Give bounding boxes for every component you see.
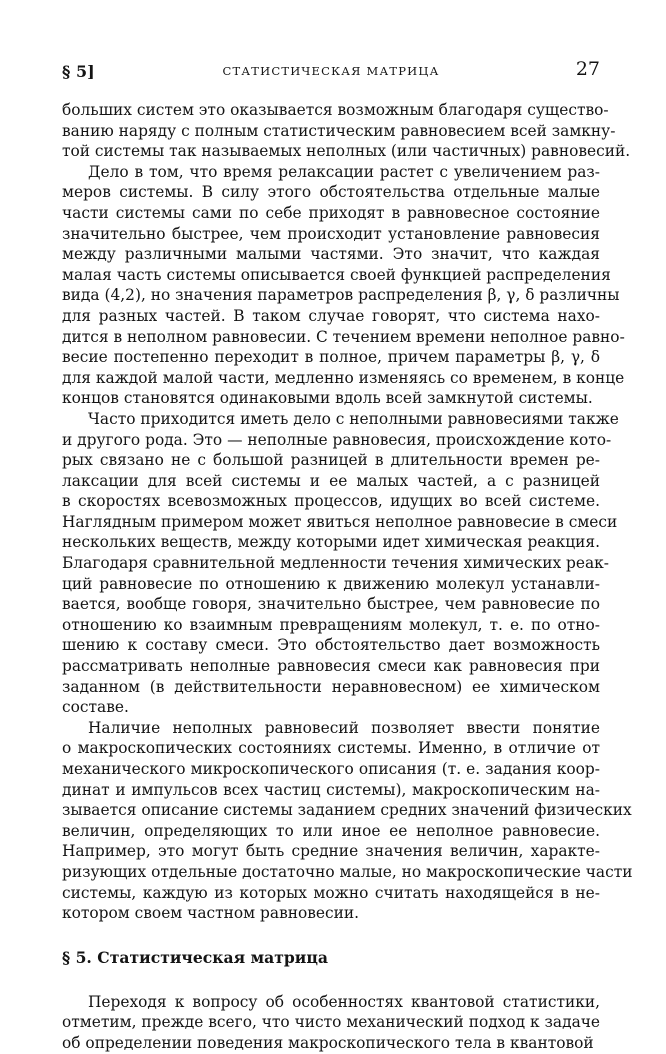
text-line: об определении поведения макроскопического тела в квантовой (62, 1033, 594, 1052)
text-line: котором своем частном равновесии. (62, 904, 360, 923)
text-line: Дело в том, что время релаксации растет с увеличением раз- (88, 162, 600, 181)
running-title: СТАТИСТИЧЕСКАЯ МАТРИЦА (222, 64, 440, 78)
text-line: больших систем это оказывается возможным благодаря существо- (62, 101, 609, 119)
text-line: части системы сами по себе приходят в равновесное состояние (62, 203, 600, 222)
paragraph (62, 409, 619, 718)
paragraph (62, 100, 631, 162)
text-line: нескольких веществ, между которыми идет химическая реакция. (62, 533, 600, 552)
text-line: ванию наряду с полным статистическим равновесием всей замкну- (62, 121, 616, 140)
text-line: Наличие неполных равновесий позволяет ввести понятие (88, 718, 600, 737)
paragraph (62, 992, 600, 1054)
text-line: лаксации для всей системы и ее малых частей, а с разницей (62, 471, 600, 490)
section-reference: § 5] (62, 62, 95, 81)
text-line: Переходя к вопросу об особенностях квантовой статистики, (88, 992, 600, 1011)
text-line: шению к составу смеси. Это обстоятельство дает возможность (62, 636, 600, 655)
text-line: динат и импульсов всех частиц системы), макроскопическим на- (62, 780, 600, 799)
page-number: 27 (575, 58, 600, 80)
running-head (62, 58, 600, 86)
text-line: вида (4,2), но значения параметров распределения β, γ, δ различны (62, 286, 620, 305)
body-text (62, 100, 633, 1054)
paragraph (62, 718, 633, 924)
text-line: малая часть системы описывается своей функцией распределения (62, 265, 611, 284)
text-line: для разных частей. В таком случае говорят, что система нахо- (62, 306, 600, 325)
text-line: ризующих отдельные достаточно малые, но макроскопические части (62, 862, 633, 881)
text-line: вается, вообще говоря, значительно быстрее, чем равновесие по (62, 595, 600, 614)
text-line: для каждой малой части, медленно изменяясь со временем, в конце (62, 368, 625, 387)
text-line: ций равновесие по отношению к движению молекул устанавли- (62, 574, 600, 593)
text-line: рассматривать неполные равновесия смеси как равновесия при (62, 657, 600, 676)
text-line: дится в неполном равновесии. С течением времени неполное равно- (62, 327, 625, 346)
text-line: рых связано не с большой разницей в длительности времен ре- (62, 451, 600, 470)
text-line: Наглядным примером может явиться неполное равновесие в смеси (62, 512, 618, 531)
text-line: зывается описание системы заданием средних значений физических (62, 801, 632, 820)
text-line: значительно быстрее, чем происходит установление равновесия (62, 224, 600, 243)
text-line: и другого рода. Это — неполные равновесия, происхождение кото- (62, 430, 612, 449)
text-line: отметим, прежде всего, что чисто механический подход к задаче (62, 1013, 601, 1032)
text-line: меров системы. В силу этого обстоятельства отдельные малые (62, 183, 600, 202)
text-line: Часто приходится иметь дело с неполными равновесиями также (88, 409, 619, 428)
text-line: заданном (в действительности неравновесном) ее химическом (62, 677, 600, 696)
text-line: в скоростях всевозможных процессов, идущих во всей системе. (62, 492, 600, 511)
section-heading: § 5. Статистическая матрица (62, 947, 328, 967)
paragraph (62, 162, 625, 409)
book-page (62, 58, 633, 1054)
text-line: отношению ко взаимным превращениям молекул, т. е. по отно- (62, 615, 600, 634)
text-line: величин, определяющих то или иное ее неполное равновесие. (62, 821, 600, 840)
text-line: между различными малыми частями. Это значит, что каждая (62, 245, 600, 264)
text-line: механического микроскопического описания (т. е. задания коор- (62, 760, 600, 778)
text-line: системы, каждую из которых можно считать находящейся в не- (62, 883, 600, 902)
text-line: концов становятся одинаковыми вдоль всей замкнутой системы. (62, 389, 593, 408)
text-line: о макроскопических состояниях системы. Именно, в отличие от (62, 739, 600, 758)
text-line: весие постепенно переходит в полное, причем параметры β, γ, δ (62, 348, 600, 367)
text-line: той системы так называемых неполных (или частичных) равновесий. (62, 142, 631, 161)
text-line: Благодаря сравнительной медленности течения химических реак- (62, 554, 609, 573)
text-line: Например, это могут быть средние значения величин, характе- (62, 842, 600, 861)
text-line: составе. (62, 698, 129, 717)
